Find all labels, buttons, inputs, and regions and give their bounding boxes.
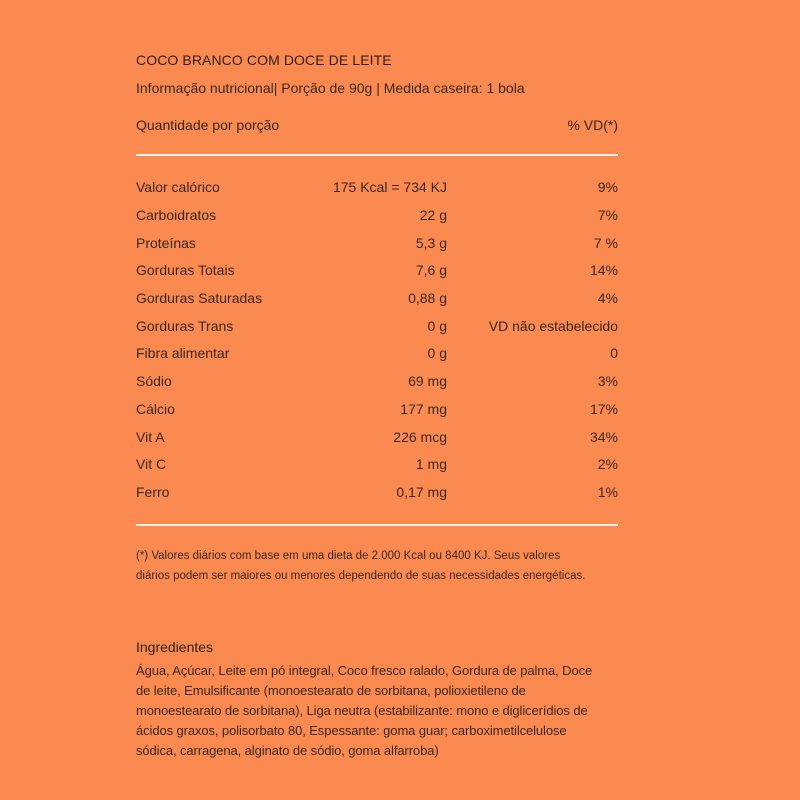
row-amount: 0,88 g [408, 290, 447, 306]
row-label: Gorduras Saturadas [136, 290, 263, 306]
row-label: Fibra alimentar [136, 345, 230, 361]
row-vd: 0 [610, 345, 618, 361]
row-label: Gorduras Trans [136, 318, 234, 334]
footnote-line: diários podem ser maiores ou menores dependendo de suas necessidades energéticas. [136, 570, 586, 582]
row-label: Vit A [136, 429, 165, 445]
ingredients-line: sódica, carragena, alginato de sódio, goma alfarroba) [136, 743, 439, 758]
row-vd: 7% [597, 207, 618, 223]
row-amount: 0,17 mg [396, 484, 447, 500]
row-vd: 17% [589, 401, 618, 417]
row-amount: 1 mg [415, 456, 447, 472]
product-title: COCO BRANCO COM DOCE DE LEITE [136, 52, 392, 68]
row-vd: VD não estabelecido [488, 318, 618, 334]
ingredients-line: ácidos graxos, polisorbato 80, Espessante: goma guar; carboximetilcelulose [136, 723, 567, 738]
row-label: Carboidratos [136, 207, 217, 223]
table-header-vd: % VD(*) [567, 117, 618, 133]
row-amount: 22 g [419, 207, 447, 223]
top-divider [136, 154, 618, 156]
row-label: Gorduras Totais [136, 262, 235, 278]
row-vd: 9% [597, 179, 618, 195]
row-label: Ferro [136, 484, 170, 500]
bottom-divider [136, 524, 618, 526]
row-label: Vit C [136, 456, 167, 472]
ingredients-title: Ingredientes [136, 639, 214, 655]
row-vd: 7 % [593, 235, 618, 251]
row-amount: 175 Kcal = 734 KJ [332, 179, 447, 195]
ingredients-line: de leite, Emulsificante (monoestearato de sorbitana, polioxietileno de [136, 683, 526, 698]
row-label: Sódio [136, 373, 172, 389]
product-subtitle: Informação nutricional| Porção de 90g | Medida caseira: 1 bola [136, 80, 525, 96]
row-label: Cálcio [136, 401, 175, 417]
row-vd: 34% [589, 429, 618, 445]
row-vd: 3% [597, 373, 618, 389]
row-label: Proteínas [136, 235, 196, 251]
row-amount: 0 g [427, 345, 447, 361]
row-amount: 7,6 g [415, 262, 447, 278]
row-label: Valor calórico [136, 179, 220, 195]
row-amount: 69 mg [408, 373, 447, 389]
ingredients-line: monoestearato de sorbitana), Liga neutra (estabilizante: mono e diglicerídios de [136, 703, 588, 718]
row-amount: 226 mcg [393, 429, 447, 445]
row-amount: 5,3 g [415, 235, 447, 251]
row-vd: 2% [597, 456, 618, 472]
ingredients-line: Água, Açúcar, Leite em pó integral, Coco fresco ralado, Gordura de palma, Doce [136, 663, 593, 678]
row-vd: 1% [597, 484, 618, 500]
row-vd: 4% [597, 290, 618, 306]
row-amount: 0 g [427, 318, 447, 334]
row-vd: 14% [589, 262, 618, 278]
footnote-line: (*) Valores diários com base em uma dieta de 2.000 Kcal ou 8400 KJ. Seus valores [136, 550, 561, 562]
row-amount: 177 mg [400, 401, 447, 417]
table-header-quantity: Quantidade por porção [136, 117, 280, 133]
